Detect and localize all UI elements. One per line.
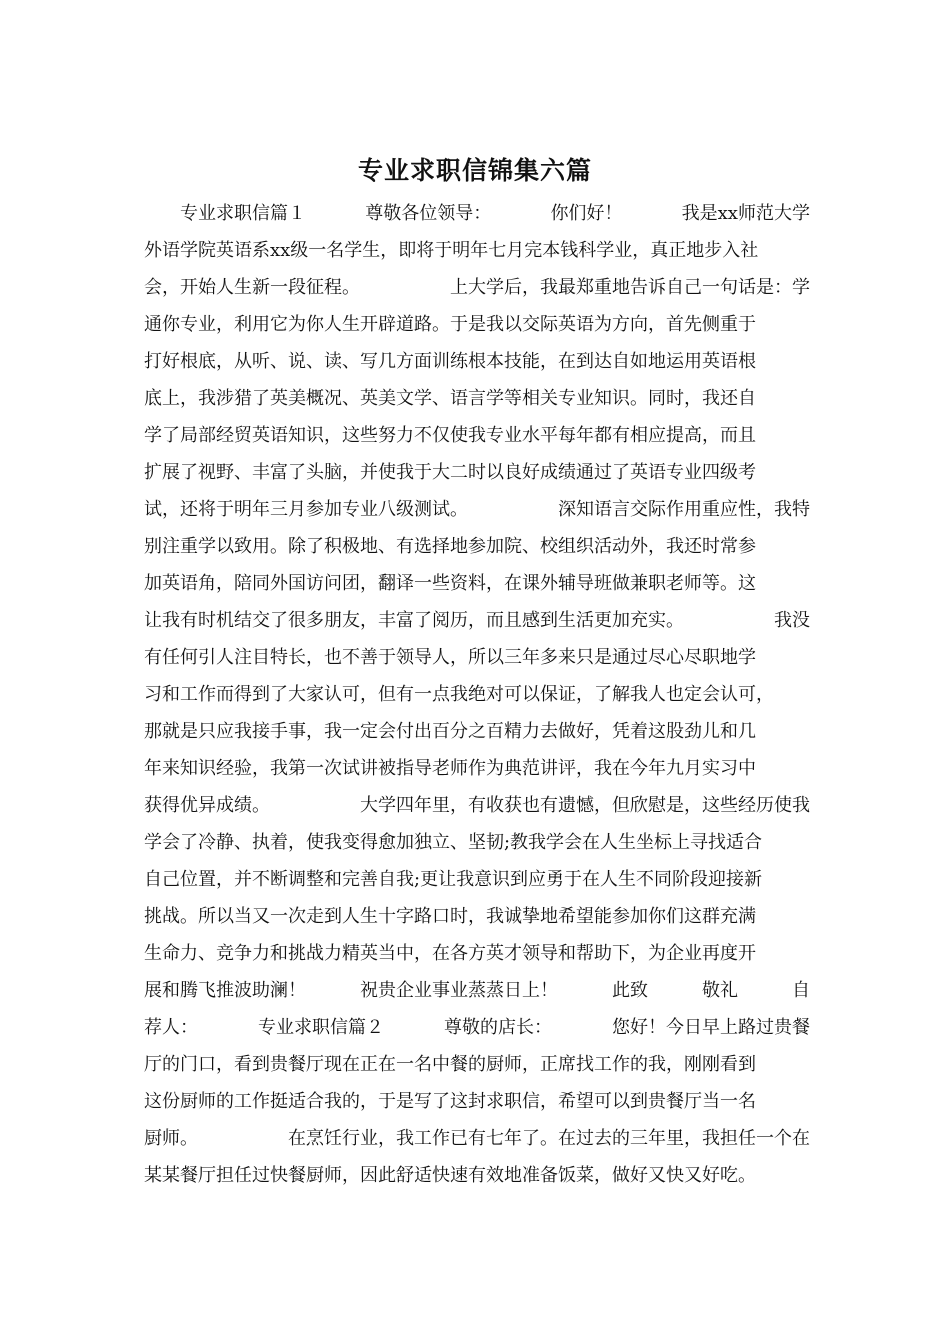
document-line <box>144 1009 810 1046</box>
document-line <box>144 1083 810 1120</box>
text-segment: 扩展了视野、丰富了头脑，并使我于大二时以良好成绩通过了英语专业四级考 <box>144 462 756 483</box>
document-line <box>144 639 810 676</box>
text-segment: 荐人： <box>144 1017 198 1038</box>
document-line <box>144 750 810 787</box>
text-segment: 厨师。 <box>144 1128 198 1149</box>
document-line <box>144 380 810 417</box>
text-segment: 获得优异成绩。 <box>144 795 270 816</box>
text-segment: 深知语言交际作用重应性，我特 <box>558 499 810 520</box>
document-line <box>144 972 810 1009</box>
text-segment: 上大学后，我最郑重地告诉自己一句话是：学 <box>450 277 810 298</box>
text-segment: 那就是只应我接手事，我一定会付出百分之百精力去做好，凭着这股劲儿和几 <box>144 721 756 742</box>
text-segment: 此致 <box>612 980 648 1001</box>
text-segment: 我没 <box>774 610 810 631</box>
document-title: 专业求职信锦集六篇 <box>357 156 592 185</box>
document-line <box>144 676 810 713</box>
document-line <box>144 898 810 935</box>
text-segment: 底上，我涉猎了英美概况、英美文学、语言学等相关专业知识。同时，我还自 <box>144 388 756 409</box>
text-segment: 别注重学以致用。除了积极地、有选择地参加院、校组织活动外，我还时常参 <box>144 536 756 557</box>
text-segment: 厅的门口，看到贵餐厅现在正在一名中餐的厨师，正席找工作的我，刚刚看到 <box>144 1054 756 1075</box>
text-segment: 会，开始人生新一段征程。 <box>144 277 360 298</box>
document-line <box>144 195 810 232</box>
text-segment: 敬礼 <box>702 980 738 1001</box>
document-line <box>144 306 810 343</box>
text-segment: 展和腾飞推波助澜！ <box>144 980 306 1001</box>
text-segment: 年来知识经验，我第一次试讲被指导老师作为典范讲评，我在今年九月实习中 <box>144 758 756 779</box>
text-segment: 习和工作而得到了大家认可，但有一点我绝对可以保证，了解我人也定会认可， <box>144 684 774 705</box>
document-line <box>144 1157 810 1194</box>
text-segment: 尊敬各位领导： <box>365 203 492 224</box>
text-segment: 您好！今日早上路过贵餐 <box>612 1017 810 1038</box>
text-segment: 我是xx师范大学 <box>681 203 810 224</box>
document-line <box>144 343 810 380</box>
document-line <box>144 713 810 750</box>
text-segment: 外语学院英语系xx级一名学生，即将于明年七月完本钱科学业，真正地步入社 <box>144 240 759 261</box>
text-segment: 祝贵企业事业蒸蒸日上！ <box>360 980 558 1001</box>
text-segment: 在烹饪行业，我工作已有七年了。在过去的三年里，我担任一个在 <box>288 1128 810 1149</box>
document-line <box>144 528 810 565</box>
text-segment: 尊敬的店长： <box>444 1017 552 1038</box>
text-segment: 自己位置，并不断调整和完善自我;更让我意识到应勇于在人生不同阶段迎接新 <box>144 869 763 890</box>
text-segment: 这份厨师的工作挺适合我的，于是写了这封求职信，希望可以到贵餐厅当一名 <box>144 1091 756 1112</box>
document-line <box>144 454 810 491</box>
text-segment: 某某餐厅担任过快餐厨师，因此舒适快速有效地准备饭菜，做好又快又好吃。 <box>144 1165 756 1186</box>
text-segment: 加英语角，陪同外国访问团，翻译一些资料，在课外辅导班做兼职老师等。这 <box>144 573 756 594</box>
document-line <box>144 602 810 639</box>
text-segment: 学了局部经贸英语知识，这些努力不仅使我专业水平每年都有相应提高，而且 <box>144 425 756 446</box>
text-segment: 试，还将于明年三月参加专业八级测试。 <box>144 499 468 520</box>
text-segment: 生命力、竞争力和挑战力精英当中，在各方英才领导和帮助下，为企业再度开 <box>144 943 756 964</box>
document-line <box>144 935 810 972</box>
text-segment: 通你专业，利用它为你人生开辟道路。于是我以交际英语为方向，首先侧重于 <box>144 314 756 335</box>
text-segment: 专业求职信篇１ <box>144 203 306 224</box>
text-segment: 挑战。所以当又一次走到人生十字路口时，我诚挚地希望能参加你们这群充满 <box>144 906 756 927</box>
text-segment: 你们好！ <box>550 203 623 224</box>
text-segment: 让我有时机结交了很多朋友，丰富了阅历，而且感到生活更加充实。 <box>144 610 684 631</box>
document-line <box>144 565 810 602</box>
document-body <box>144 195 810 1194</box>
document-line <box>144 861 810 898</box>
text-segment: 大学四年里，有收获也有遗憾，但欣慰是，这些经历使我 <box>360 795 810 816</box>
document-line <box>144 824 810 861</box>
document-line <box>144 787 810 824</box>
document-line <box>144 232 810 269</box>
document-line <box>144 269 810 306</box>
document-line <box>144 1046 810 1083</box>
document-line <box>144 1120 810 1157</box>
document-line <box>144 417 810 454</box>
text-segment: 专业求职信篇２ <box>258 1017 384 1038</box>
text-segment: 有任何引人注目特长，也不善于领导人，所以三年多来只是通过尽心尽职地学 <box>144 647 756 668</box>
text-segment: 打好根底，从听、说、读、写几方面训练根本技能，在到达自如地运用英语根 <box>144 351 756 372</box>
document-line <box>144 491 810 528</box>
text-segment: 学会了冷静、执着，使我变得愈加独立、坚韧;教我学会在人生坐标上寻找适合 <box>144 832 763 853</box>
text-segment: 自 <box>792 980 810 1001</box>
